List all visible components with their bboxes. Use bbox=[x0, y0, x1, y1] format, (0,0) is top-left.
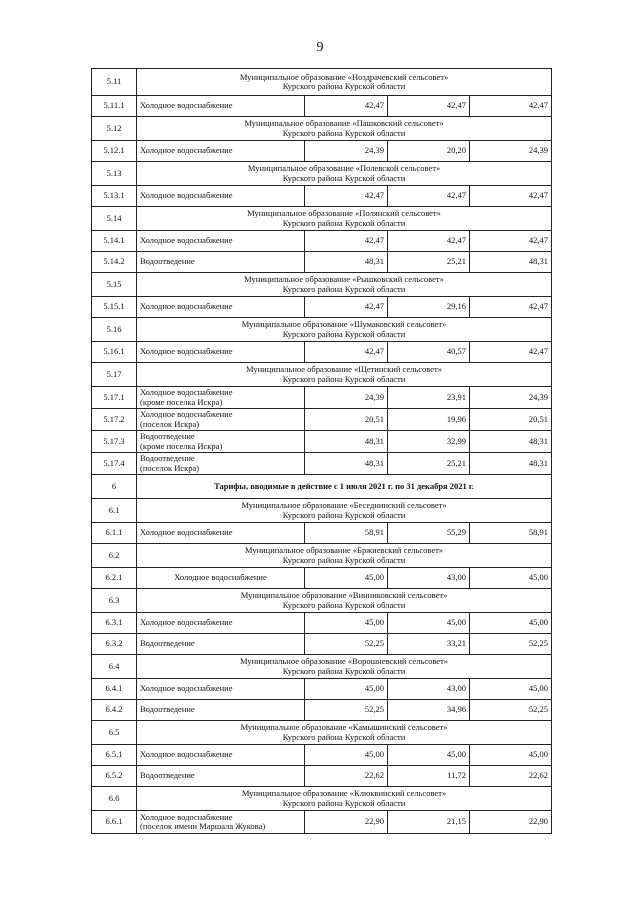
tariff-value-2: 40,57 bbox=[388, 342, 470, 363]
row-number: 5.12.1 bbox=[92, 141, 137, 162]
municipality-district: Курского района Курской области bbox=[282, 217, 406, 228]
row-number: 6.3 bbox=[92, 589, 137, 613]
service-name bbox=[137, 96, 305, 117]
municipality-district: Курского района Курской области bbox=[282, 665, 406, 676]
municipality-header-row bbox=[92, 721, 552, 745]
service-note: (поселок Искра) bbox=[140, 418, 200, 429]
tariff-row bbox=[92, 409, 552, 431]
service-name bbox=[137, 431, 305, 453]
tariff-row bbox=[92, 634, 552, 655]
tariff-value-2: 42,47 bbox=[388, 186, 470, 207]
service-label: Холодное водоснабжение bbox=[140, 100, 233, 111]
row-number: 6.3.1 bbox=[92, 613, 137, 634]
municipality-title bbox=[137, 544, 552, 568]
tariff-value-3: 20,51 bbox=[470, 409, 552, 431]
service-label: Холодное водоснабжение bbox=[140, 190, 233, 201]
row-number: 6.3.2 bbox=[92, 634, 137, 655]
tariff-value-2: 21,15 bbox=[388, 811, 470, 834]
service-label: Холодное водоснабжение bbox=[140, 235, 233, 246]
service-label: Водоотведение bbox=[140, 453, 195, 463]
municipality-title bbox=[137, 273, 552, 297]
tariff-value-3: 45,00 bbox=[470, 679, 552, 700]
tariff-row bbox=[92, 431, 552, 453]
service-name bbox=[137, 745, 305, 766]
row-number: 5.11.1 bbox=[92, 96, 137, 117]
tariff-value-1: 24,39 bbox=[305, 387, 388, 409]
municipality-name: Муниципальное образование «Пашковский сельсовет» bbox=[244, 118, 444, 128]
row-number: 5.17.3 bbox=[92, 431, 137, 453]
tariff-value-3: 22,62 bbox=[470, 766, 552, 787]
tariff-value-1: 58,91 bbox=[305, 523, 388, 544]
tariff-table-body bbox=[92, 69, 552, 834]
municipality-district: Курского района Курской области bbox=[282, 373, 406, 384]
municipality-name: Муниципальное образование «Ворошневский сельсовет» bbox=[240, 656, 449, 666]
tariff-value-3: 42,47 bbox=[470, 297, 552, 318]
service-name bbox=[137, 568, 305, 589]
municipality-district: Курского района Курской области bbox=[282, 599, 406, 610]
tariff-row bbox=[92, 745, 552, 766]
service-note: (поселок Искра) bbox=[140, 462, 200, 473]
service-label: Холодное водоснабжение bbox=[140, 617, 233, 628]
row-number: 5.17.2 bbox=[92, 409, 137, 431]
tariff-value-2: 55,29 bbox=[388, 523, 470, 544]
municipality-name: Муниципальное образование «Винниковский сельсовет» bbox=[240, 590, 448, 600]
tariff-value-1: 42,47 bbox=[305, 297, 388, 318]
tariff-value-1: 45,00 bbox=[305, 613, 388, 634]
service-name bbox=[137, 453, 305, 475]
tariff-value-3: 48,31 bbox=[470, 252, 552, 273]
municipality-header-row bbox=[92, 363, 552, 387]
municipality-district: Курского района Курской области bbox=[282, 172, 406, 183]
municipality-district: Курского района Курской области bbox=[282, 81, 406, 91]
row-number: 6.4 bbox=[92, 655, 137, 679]
municipality-name: Муниципальное образование «Клюквинский сельсовет» bbox=[241, 788, 447, 798]
service-name bbox=[137, 297, 305, 318]
municipality-title bbox=[137, 363, 552, 387]
municipality-name: Муниципальное образование «Полевской сельсовет» bbox=[247, 163, 441, 173]
tariff-value-2: 34,96 bbox=[388, 700, 470, 721]
service-name bbox=[137, 186, 305, 207]
row-number: 5.14.2 bbox=[92, 252, 137, 273]
tariff-value-1: 52,25 bbox=[305, 700, 388, 721]
service-label: Холодное водоснабжение bbox=[140, 527, 233, 538]
tariff-value-3: 45,00 bbox=[470, 568, 552, 589]
tariff-row bbox=[92, 679, 552, 700]
service-label: Холодное водоснабжение bbox=[140, 409, 233, 419]
municipality-title bbox=[137, 655, 552, 679]
tariff-row bbox=[92, 96, 552, 117]
municipality-header-row bbox=[92, 69, 552, 96]
service-name bbox=[137, 141, 305, 162]
row-number: 6.4.1 bbox=[92, 679, 137, 700]
municipality-header-row bbox=[92, 162, 552, 186]
tariff-row bbox=[92, 453, 552, 475]
row-number: 5.17.4 bbox=[92, 453, 137, 475]
service-name bbox=[137, 700, 305, 721]
service-label: Холодное водоснабжение bbox=[140, 145, 233, 156]
municipality-name: Муниципальное образование «Беседнинский сельсовет» bbox=[241, 500, 447, 510]
municipality-name: Муниципальное образование «Рышковский сельсовет» bbox=[244, 274, 444, 284]
row-number: 5.14.1 bbox=[92, 231, 137, 252]
tariff-value-1: 22,62 bbox=[305, 766, 388, 787]
service-name bbox=[137, 613, 305, 634]
service-label: Холодное водоснабжение bbox=[140, 683, 233, 694]
tariff-value-1: 48,31 bbox=[305, 252, 388, 273]
service-name bbox=[137, 252, 305, 273]
service-label: Водоотведение bbox=[140, 704, 195, 715]
service-label: Водоотведение bbox=[140, 431, 195, 441]
tariff-value-2: 20,20 bbox=[388, 141, 470, 162]
municipality-name: Муниципальное образование «Камышинский сельсовет» bbox=[240, 722, 448, 732]
municipality-title bbox=[137, 318, 552, 342]
municipality-title bbox=[137, 69, 552, 96]
tariff-row bbox=[92, 186, 552, 207]
municipality-title bbox=[137, 589, 552, 613]
section-title: Тарифы, вводимые в действие с 1 июля 2021 г. по 31 декабря 2021 г. bbox=[137, 475, 552, 499]
tariff-row bbox=[92, 568, 552, 589]
service-name bbox=[137, 409, 305, 431]
municipality-title bbox=[137, 207, 552, 231]
tariff-value-1: 42,47 bbox=[305, 186, 388, 207]
tariff-value-2: 43,00 bbox=[388, 568, 470, 589]
tariff-value-2: 45,00 bbox=[388, 613, 470, 634]
tariff-value-2: 45,00 bbox=[388, 745, 470, 766]
municipality-district: Курского района Курской области bbox=[282, 731, 406, 742]
tariff-table bbox=[91, 68, 552, 834]
section-header-row bbox=[92, 475, 552, 499]
service-label: Холодное водоснабжение bbox=[140, 301, 233, 312]
row-number: 6.1 bbox=[92, 499, 137, 523]
service-name bbox=[137, 342, 305, 363]
tariff-row bbox=[92, 342, 552, 363]
tariff-value-1: 42,47 bbox=[305, 96, 388, 117]
tariff-value-3: 48,31 bbox=[470, 453, 552, 475]
municipality-title bbox=[137, 499, 552, 523]
municipality-header-row bbox=[92, 273, 552, 297]
tariff-value-3: 45,00 bbox=[470, 745, 552, 766]
row-number: 5.16 bbox=[92, 318, 137, 342]
page-number: 9 bbox=[316, 40, 324, 55]
municipality-title bbox=[137, 721, 552, 745]
tariff-value-3: 42,47 bbox=[470, 186, 552, 207]
tariff-value-1: 42,47 bbox=[305, 231, 388, 252]
municipality-header-row bbox=[92, 499, 552, 523]
tariff-value-2: 42,47 bbox=[388, 231, 470, 252]
tariff-row bbox=[92, 700, 552, 721]
row-number: 5.15 bbox=[92, 273, 137, 297]
tariff-row bbox=[92, 231, 552, 252]
municipality-title bbox=[137, 117, 552, 141]
tariff-row bbox=[92, 141, 552, 162]
municipality-name: Муниципальное образование «Щетинский сельсовет» bbox=[246, 364, 442, 374]
row-number: 5.13 bbox=[92, 162, 137, 186]
municipality-district: Курского района Курской области bbox=[282, 328, 406, 339]
service-label: Холодное водоснабжение bbox=[140, 749, 233, 760]
row-number: 5.11 bbox=[92, 69, 137, 96]
tariff-value-1: 22,90 bbox=[305, 811, 388, 834]
service-label: Холодное водоснабжение bbox=[140, 811, 233, 822]
tariff-row bbox=[92, 297, 552, 318]
tariff-value-2: 25,21 bbox=[388, 252, 470, 273]
municipality-header-row bbox=[92, 117, 552, 141]
municipality-header-row bbox=[92, 544, 552, 568]
service-name bbox=[137, 387, 305, 409]
row-number: 6.2.1 bbox=[92, 568, 137, 589]
tariff-row bbox=[92, 387, 552, 409]
municipality-name: Муниципальное образование «Шумаковский сельсовет» bbox=[241, 319, 447, 329]
municipality-name: Муниципальное образование «Ноздрачевский сельсовет» bbox=[239, 71, 449, 82]
tariff-value-3: 58,91 bbox=[470, 523, 552, 544]
tariff-row bbox=[92, 523, 552, 544]
row-number: 5.17 bbox=[92, 363, 137, 387]
tariff-value-2: 33,21 bbox=[388, 634, 470, 655]
service-label: Холодное водоснабжение bbox=[140, 346, 233, 357]
row-number: 6.5 bbox=[92, 721, 137, 745]
tariff-value-1: 45,00 bbox=[305, 568, 388, 589]
tariff-value-2: 43,00 bbox=[388, 679, 470, 700]
row-number: 5.12 bbox=[92, 117, 137, 141]
tariff-value-2: 23,91 bbox=[388, 387, 470, 409]
service-label: Холодное водоснабжение bbox=[140, 387, 233, 397]
tariff-value-3: 48,31 bbox=[470, 431, 552, 453]
tariff-row bbox=[92, 811, 552, 834]
tariff-value-1: 48,31 bbox=[305, 431, 388, 453]
service-label: Холодное водоснабжение bbox=[174, 572, 267, 583]
service-name bbox=[137, 634, 305, 655]
service-label: Водоотведение bbox=[140, 638, 195, 649]
tariff-value-3: 24,39 bbox=[470, 387, 552, 409]
row-number: 6 bbox=[92, 475, 137, 499]
tariff-value-1: 20,51 bbox=[305, 409, 388, 431]
row-number: 5.16.1 bbox=[92, 342, 137, 363]
service-label: Водоотведение bbox=[140, 770, 195, 781]
tariff-value-1: 42,47 bbox=[305, 342, 388, 363]
tariff-value-3: 24,39 bbox=[470, 141, 552, 162]
tariff-value-1: 48,31 bbox=[305, 453, 388, 475]
row-number: 5.13.1 bbox=[92, 186, 137, 207]
tariff-value-1: 52,25 bbox=[305, 634, 388, 655]
municipality-header-row bbox=[92, 655, 552, 679]
tariff-value-3: 22,90 bbox=[470, 811, 552, 834]
municipality-header-row bbox=[92, 207, 552, 231]
tariff-value-3: 42,47 bbox=[470, 342, 552, 363]
service-name bbox=[137, 231, 305, 252]
row-number: 6.6.1 bbox=[92, 811, 137, 834]
service-label: Водоотведение bbox=[140, 256, 195, 267]
service-name bbox=[137, 523, 305, 544]
tariff-value-2: 19,96 bbox=[388, 409, 470, 431]
municipality-title bbox=[137, 787, 552, 811]
service-note: (поселок имени Маршала Жукова) bbox=[140, 821, 266, 831]
service-name bbox=[137, 766, 305, 787]
tariff-row bbox=[92, 613, 552, 634]
municipality-district: Курского района Курской области bbox=[282, 797, 406, 808]
row-number: 6.4.2 bbox=[92, 700, 137, 721]
row-number: 6.6 bbox=[92, 787, 137, 811]
service-note: (кроме поселка Искра) bbox=[140, 396, 223, 407]
municipality-title bbox=[137, 162, 552, 186]
tariff-row bbox=[92, 252, 552, 273]
tariff-value-3: 45,00 bbox=[470, 613, 552, 634]
row-number: 6.5.2 bbox=[92, 766, 137, 787]
row-number: 6.1.1 bbox=[92, 523, 137, 544]
tariff-value-1: 45,00 bbox=[305, 679, 388, 700]
row-number: 5.15.1 bbox=[92, 297, 137, 318]
tariff-value-1: 45,00 bbox=[305, 745, 388, 766]
service-name bbox=[137, 679, 305, 700]
municipality-district: Курского района Курской области bbox=[282, 283, 406, 294]
tariff-value-3: 42,47 bbox=[470, 231, 552, 252]
municipality-district: Курского района Курской области bbox=[282, 127, 406, 138]
service-note: (кроме поселка Искра) bbox=[140, 440, 223, 451]
municipality-district: Курского района Курской области bbox=[282, 509, 406, 520]
tariff-value-1: 24,39 bbox=[305, 141, 388, 162]
municipality-header-row bbox=[92, 589, 552, 613]
row-number: 6.2 bbox=[92, 544, 137, 568]
tariff-value-2: 11,72 bbox=[388, 766, 470, 787]
row-number: 5.17.1 bbox=[92, 387, 137, 409]
tariff-row bbox=[92, 766, 552, 787]
municipality-header-row bbox=[92, 787, 552, 811]
service-name bbox=[137, 811, 305, 834]
tariff-value-3: 52,25 bbox=[470, 634, 552, 655]
municipality-header-row bbox=[92, 318, 552, 342]
municipality-name: Муниципальное образование «Полянский сельсовет» bbox=[247, 208, 441, 218]
tariff-value-2: 25,21 bbox=[388, 453, 470, 475]
row-number: 5.14 bbox=[92, 207, 137, 231]
municipality-name: Муниципальное образование «Бржиевский сельсовет» bbox=[244, 545, 444, 555]
tariff-value-2: 32,99 bbox=[388, 431, 470, 453]
tariff-value-3: 42,47 bbox=[470, 96, 552, 117]
tariff-value-2: 29,16 bbox=[388, 297, 470, 318]
row-number: 6.5.1 bbox=[92, 745, 137, 766]
municipality-district: Курского района Курской области bbox=[282, 554, 406, 565]
tariff-value-3: 52,25 bbox=[470, 700, 552, 721]
tariff-value-2: 42,47 bbox=[388, 96, 470, 117]
